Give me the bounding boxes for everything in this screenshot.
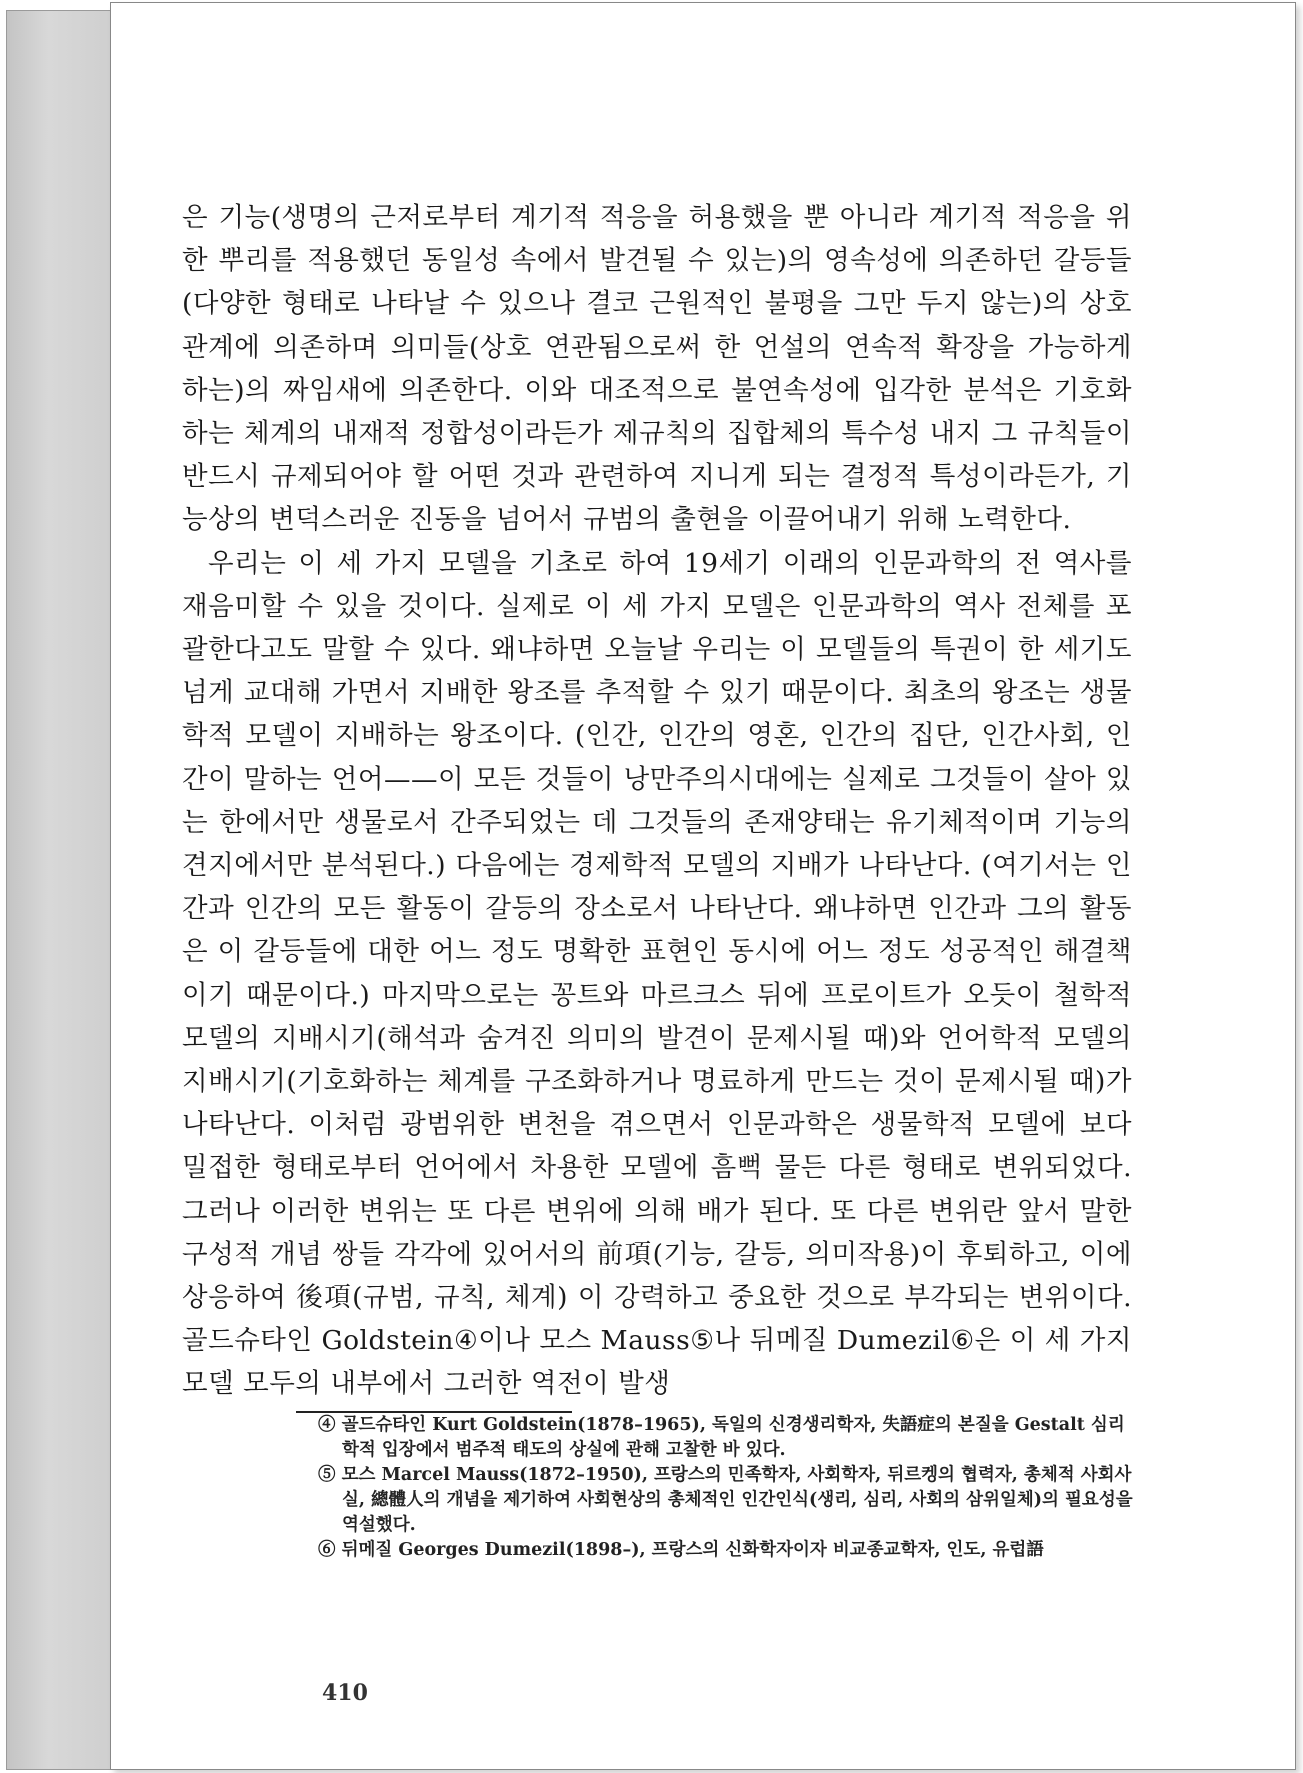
page-number: 410 <box>322 1680 368 1706</box>
footnote-4: ④ 골드슈타인 Kurt Goldstein(1878–1965), 독일의 신경생리학자, 失語症의 본질을 Gestalt 심리학적 입장에서 범주적 태도의 상실에 관해 고찰한 바 있다. <box>318 1415 1125 1460</box>
footnote-5: ⑤ 모스 Marcel Mauss(1872–1950), 프랑스의 민족학자, 사회학자, 뒤르켕의 협력자, 총체적 사회사실, 總體人의 개념을 제기하여 사회현상의 총체적인 인간인식(생리, 심리, 사회의 삼위일체)의 필요성을 역설했다. <box>318 1465 1133 1535</box>
footnote-6: ⑥ 뒤메질 Georges Dumezil(1898–), 프랑스의 신화학자이자 비교종교학자, 인도, 유럽語 <box>318 1540 1044 1560</box>
book-spine <box>6 10 112 1770</box>
paragraph-2: 우리는 이 세 가지 모델을 기초로 하여 19세기 이래의 인문과학의 전 역사를 재음미할 수 있을 것이다. 실제로 이 세 가지 모델은 인문과학의 역사 전체를 포괄한다고도 말할 수 있다. 왜냐하면 오늘날 우리는 이 모델들의 특권이 한 세기도 넘게 교대해 가면서 지배한 왕조를 추적할 수 있기 때문이다. 최초의 왕조는 생물학적 모델이 지배하는 왕조이다. (인간, 인간의 영혼, 인간의 집단, 인간사회, 인간이 말하는 언어——이 모든 것들이 낭만주의시대에는 실제로 그것들이 살아 있는 한에서만 생물로서 간주되었는 데 그것들의 존재양태는 유기체적이며 기능의 견지에서만 분석된다.) 다음에는 경제학적 모델의 지배가 나타난다. (여기서는 인간과 인간의 모든 활동이 갈등의 장소로서 나타난다. 왜냐하면 인간과 그의 활동은 이 갈등들에 대한 어느 정도 명확한 표현인 동시에 어느 정도 성공적인 해결책이기 때문이다.) 마지막으로는 꽁트와 마르크스 뒤에 프로이트가 오듯이 철학적 모델의 지배시기(해석과 숨겨진 의미의 발견이 문제시될 때)와 언어학적 모델의 지배시기(기호화하는 체계를 구조화하거나 명료하게 만드는 것이 문제시될 때)가 나타난다. 이처럼 광범위한 변천을 겪으면서 인문과학은 생물학적 모델에 보다 밀접한 형태로부터 언어에서 차용한 모델에 흠뻑 물든 다른 형태로 변위되었다. 그러나 이러한 변위는 또 다른 변위에 의해 배가 된다. 또 다른 변위란 앞서 말한 구성적 개념 쌍들 각각에 있어서의 前項(기능, 갈등, 의미작용)이 후퇴하고, 이에 상응하여 後項(규범, 규칙, 체계) 이 강력하고 중요한 것으로 부각되는 변위이다. 골드슈타인 Goldstein④이나 모스 Mauss⑤나 뒤메질 Dumezil⑥은 이 세 가지 모델 모두의 내부에서 그러한 역전이 발생 <box>182 547 1132 1400</box>
paragraph-1: 은 기능(생명의 근저로부터 계기적 적응을 허용했을 뿐 아니라 계기적 적응을 위한 뿌리를 적용했던 동일성 속에서 발견될 수 있는)의 영속성에 의존하던 갈등들(다양한 형태로 나타날 수 있으나 결코 근원적인 불평을 그만 두지 않는)의 상호관계에 의존하며 의미들(상호 연관됨으로써 한 언설의 연속적 확장을 가능하게 하는)의 짜임새에 의존한다. 이와 대조적으로 불연속성에 입각한 분석은 기호화하는 체계의 내재적 정합성이라든가 제규칙의 집합체의 특수성 내지 그 규칙들이 반드시 규제되어야 할 어떤 것과 관련하여 지니게 되는 결정적 특성이라든가, 기능상의 변덕스러운 진동을 넘어서 규범의 출현을 이끌어내기 위해 노력한다. <box>182 202 1132 536</box>
footnotes <box>318 1413 1138 1563</box>
body-text <box>182 196 1132 1406</box>
